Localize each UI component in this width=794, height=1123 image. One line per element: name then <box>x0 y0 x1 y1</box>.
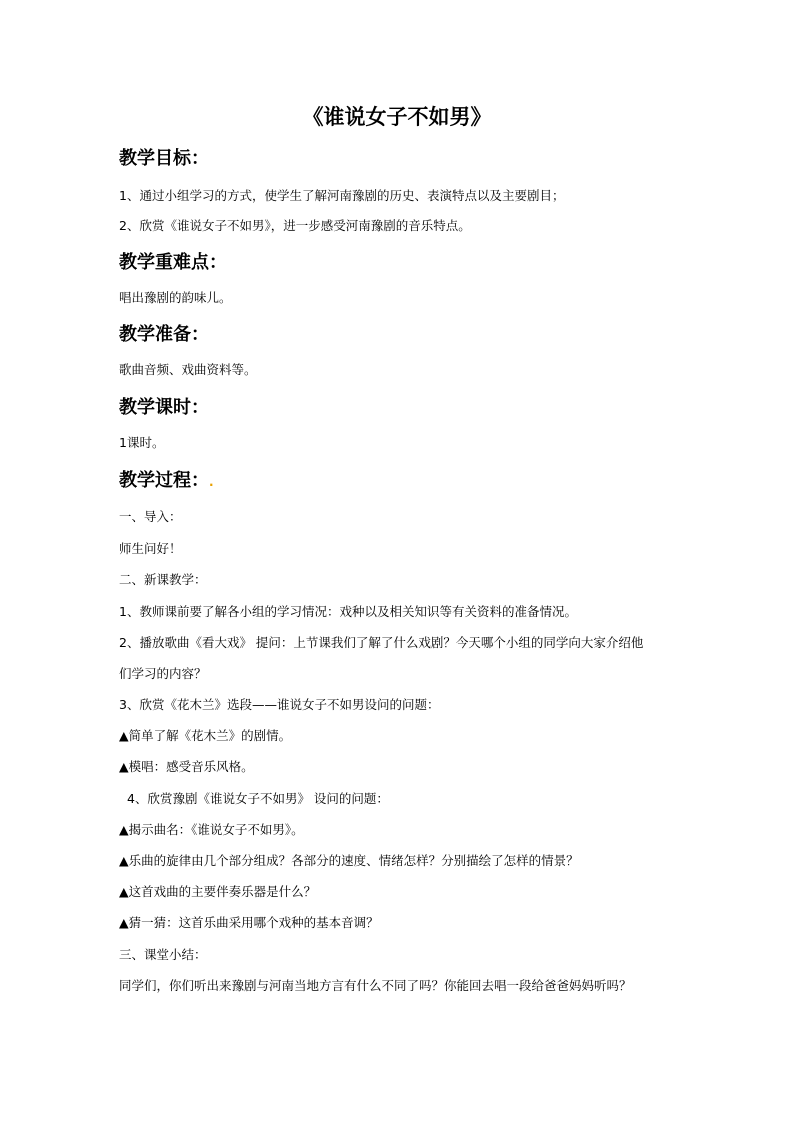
process-line-step-2: 2、播放歌曲《看大戏》 提问：上节课我们了解了什么戏剧？今天哪个小组的同学向大家介绍他 <box>119 635 644 650</box>
process-line-intro-heading: 一、导入： <box>119 509 182 524</box>
heading-class-hours: 教学课时： <box>119 397 209 418</box>
process-line-bullet-guess: ▲猜一猜：这首乐曲采用哪个戏种的基本音调？ <box>119 915 379 930</box>
process-line-new-lesson-heading: 二、新课教学： <box>119 572 207 587</box>
process-line-summary-text: 同学们，你们听出来豫剧与河南当地方言有什么不同了吗？你能回去唱一段给爸爸妈妈听吗？ <box>119 978 632 993</box>
heading-key-points: 教学重难点： <box>119 252 227 273</box>
process-line-step-2-cont: 们学习的内容？ <box>119 666 207 681</box>
process-line-bullet-structure: ▲乐曲的旋律由几个部分组成？各部分的速度、情绪怎样？分别描绘了怎样的情景？ <box>119 853 579 868</box>
highlight-dot-mark: . <box>209 475 214 489</box>
heading-teaching-goals: 教学目标： <box>119 148 209 169</box>
heading-teaching-process <box>119 469 214 494</box>
heading-teaching-process-label: 教学过程： <box>119 470 209 491</box>
process-line-step-4: 4、欣赏豫剧《谁说女子不如男》 设问的问题： <box>127 791 389 806</box>
process-line-step-3: 3、欣赏《花木兰》选段——谁说女子不如男设问的问题： <box>119 697 440 712</box>
process-line-bullet-title: ▲揭示曲名：《谁说女子不如男》。 <box>119 822 304 837</box>
process-line-summary-heading: 三、课堂小结： <box>119 947 207 962</box>
document-title: 《谁说女子不如男》 <box>302 105 492 129</box>
process-line-bullet-sing: ▲模唱：感受音乐风格。 <box>119 759 254 774</box>
goal-item-1: 1、通过小组学习的方式，使学生了解河南豫剧的历史、表演特点以及主要剧目； <box>119 188 565 203</box>
process-line-bullet-plot: ▲简单了解《花木兰》的剧情。 <box>119 728 292 743</box>
process-line-bullet-instrument: ▲这首戏曲的主要伴奏乐器是什么？ <box>119 884 317 899</box>
process-line-greeting: 师生问好！ <box>119 541 182 556</box>
heading-preparation: 教学准备： <box>119 324 209 345</box>
preparation-text: 歌曲音频、戏曲资料等。 <box>119 362 257 377</box>
key-points-text: 唱出豫剧的韵味儿。 <box>119 290 232 305</box>
process-line-step-1: 1、教师课前要了解各小组的学习情况：戏种以及相关知识等有关资料的准备情况。 <box>119 604 577 619</box>
goal-item-2: 2、欣赏《谁说女子不如男》，进一步感受河南豫剧的音乐特点。 <box>119 218 471 233</box>
class-hours-text: 1课时。 <box>119 435 165 450</box>
